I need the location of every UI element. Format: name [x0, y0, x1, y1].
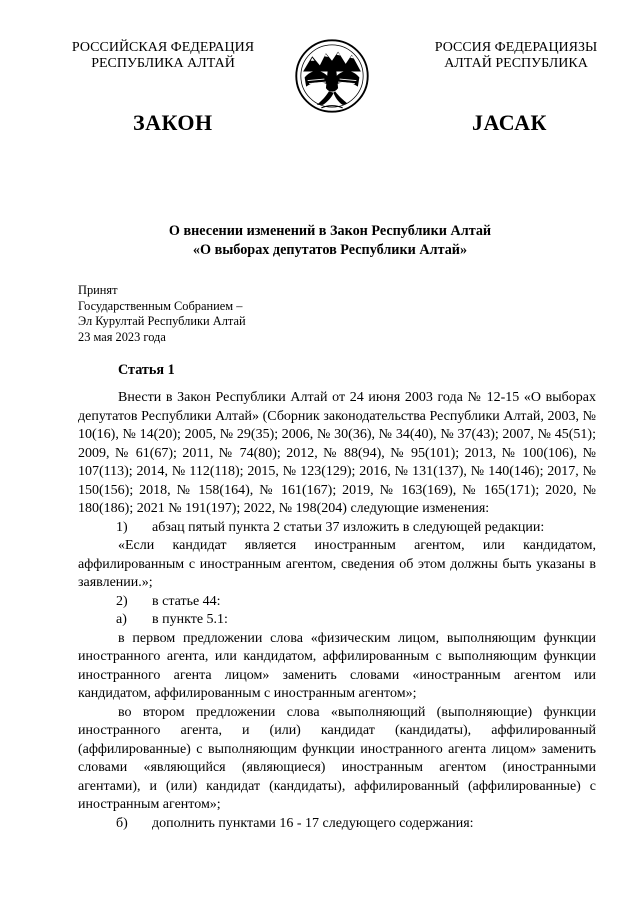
paragraph-intro: Внести в Закон Республики Алтай от 24 июня 2003 года № 12-15 «О выборах депутатов Республики Алтай» (Сборник законодательства Республики Алтай, 2003, № 10(16), № 14(20); 2005, № 29(35); 2006, № 30(36), № 34(40), № 37(43); 2007, № 45(51); 2009, № 61(67); 2011, № 74(80); 2012, № 88(94), № 95(101); 2013, № 100(106), № 107(113); 2014, № 112(118); 2015, № 123(129); 2016, № 131(137), № 140(146); 2017, № 150(156); 2018, № 158(164), № 161(167); 2019, № 163(169), № 165(171); 2020, № 180(186); 2021 № 191(197); 2022, № 198(204) следующие изменения: — [78, 390, 596, 516]
paragraph-first-sentence: в первом предложении слова «физическим лицом, выполняющим функции иностранного агента, или кандидатом, аффилированным с выполняющим функции иностранного агента лицом» заменить словами «иностранным агентом или кандидатом, аффилированным с иностранным агентом»; — [78, 630, 596, 701]
article-body — [78, 389, 596, 833]
adoption-line-2: Государственным Собранием – — [78, 298, 243, 313]
republic-altai-coat-of-arms-icon — [294, 38, 370, 114]
adoption-line-1: Принят — [78, 283, 118, 297]
paragraph-second-sentence: во втором предложении слова «выполняющий (выполняющие) функции иностранного агента, и (или) кандидат (кандидаты), аффилированный (аффилированные) с выполняющим функции иностранного агента лицом» заменить словами «являющийся (являющиеся) иностранным агентом (иностранными агентами), и (или) кандидат (кандидаты), аффилированный (аффилированные) с иностранным агентом»; — [78, 704, 596, 812]
document-title — [60, 222, 600, 260]
list-item-2 — [78, 593, 596, 612]
list-item-1 — [78, 519, 596, 538]
country-name-ru: РОССИЙСКАЯ ФЕДЕРАЦИЯ — [71, 40, 255, 55]
country-name-alt: РОССИЯ ФЕДЕРАЦИЯЗЫ — [434, 40, 598, 55]
item-text: дополнить пунктами 16 - 17 следующего содержания: — [152, 815, 474, 831]
item-number: 2) — [116, 593, 128, 609]
law-heading-ru: ЗАКОН — [133, 110, 213, 135]
header-left — [44, 40, 282, 72]
title-line-2: «О выборах депутатов Республики Алтай» — [192, 242, 468, 258]
article-heading: Статья 1 — [118, 362, 175, 378]
title-line-1: О внесении изменений в Закон Республики Алтай — [168, 223, 492, 239]
adoption-block — [78, 283, 246, 345]
list-item-a — [78, 611, 596, 630]
adoption-date: 23 мая 2023 года — [78, 329, 166, 344]
header-right — [408, 40, 624, 72]
item-text: в пункте 5.1: — [152, 612, 228, 627]
paragraph-quote: «Если кандидат является иностранным агентом, или кандидатом, аффилированным с иностранным агентом, сведения об этом должны быть указаны в заявлении.»; — [78, 538, 596, 590]
item-number: 1) — [116, 519, 128, 535]
item-number: а) — [116, 612, 127, 627]
item-number: б) — [116, 815, 128, 831]
republic-name-alt: АЛТАЙ РЕСПУБЛИКА — [444, 56, 588, 71]
law-heading-alt: ЈАСАК — [472, 110, 547, 135]
item-text: абзац пятый пункта 2 статьи 37 изложить в следующей редакции: — [152, 519, 545, 535]
list-item-b — [78, 815, 596, 834]
item-text: в статье 44: — [152, 593, 221, 609]
republic-name-ru: РЕСПУБЛИКА АЛТАЙ — [91, 56, 235, 71]
adoption-line-3: Эл Курултай Республики Алтай — [78, 314, 246, 329]
